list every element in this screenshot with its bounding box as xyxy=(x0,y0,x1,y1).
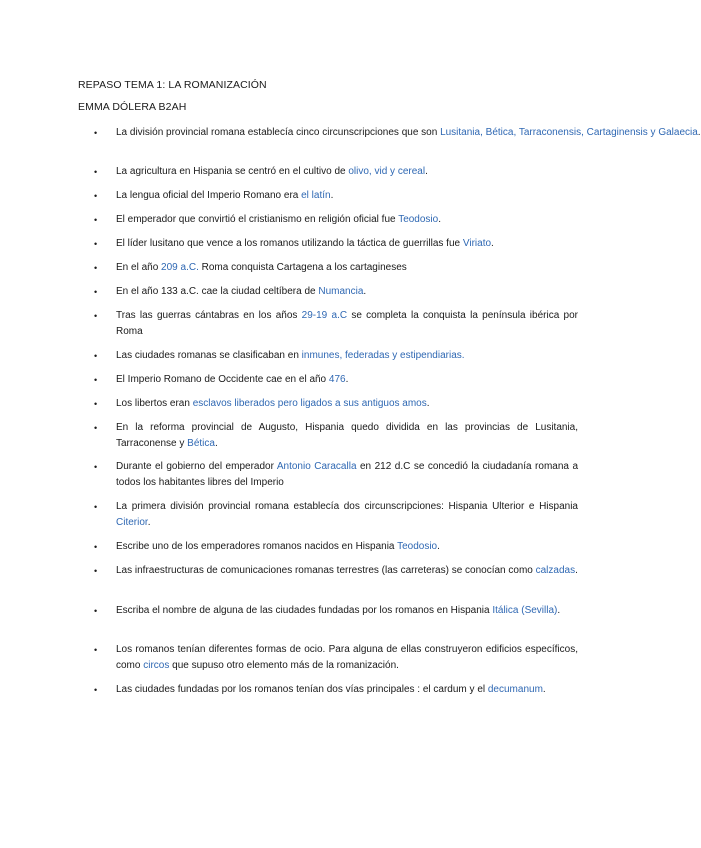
list-item-3 xyxy=(94,188,578,204)
question-tail: . xyxy=(147,517,151,528)
answer-text: 476 xyxy=(328,374,346,385)
question-text: La agricultura en Hispania se centró en el cultivo de xyxy=(116,166,349,177)
answer-text: Citerior xyxy=(116,517,148,528)
list-item-17 xyxy=(94,603,578,619)
list-item-5 xyxy=(94,236,578,252)
answer-text: el latín xyxy=(301,190,331,201)
question-text: Las ciudades romanas se clasificaban en xyxy=(116,350,302,361)
question-tail: . xyxy=(491,238,494,249)
question-text: El Imperio Romano de Occidente cae en el año xyxy=(116,374,329,385)
list-item-6 xyxy=(94,260,578,276)
bullet-icon: • xyxy=(94,263,98,273)
list-item-18 xyxy=(94,642,578,674)
question-tail: . xyxy=(363,286,367,297)
list-item-7 xyxy=(94,284,578,300)
question-text: En el año xyxy=(116,262,162,273)
list-item-12 xyxy=(94,420,578,452)
question-text: La división provincial romana establecía cinco circunscripciones que son xyxy=(116,127,441,138)
bullet-icon: • xyxy=(94,239,98,249)
bullet-icon: • xyxy=(94,311,98,321)
question-tail: Roma conquista Cartagena a los cartagineses xyxy=(198,262,407,273)
answer-text: inmunes, federadas y estipendiarias. xyxy=(301,350,465,361)
question-tail: . xyxy=(345,374,349,385)
question-text: El líder lusitano que vence a los romanos utilizando la táctica de guerrillas fue xyxy=(116,238,463,249)
question-text: Las ciudades fundadas por los romanos tenían dos vías principales : el cardum y el xyxy=(116,684,488,695)
answer-text: olivo, vid y cereal xyxy=(348,166,426,177)
bullet-icon: • xyxy=(94,606,98,616)
bullet-icon: • xyxy=(94,462,98,472)
question-text: Los libertos eran xyxy=(116,398,193,409)
list-item-1 xyxy=(94,125,701,141)
question-tail: . xyxy=(697,127,701,138)
answer-text: decumanum xyxy=(487,684,543,695)
question-tail: se completa la conquista la península ibérica por Roma xyxy=(116,310,578,337)
bullet-icon: • xyxy=(94,566,98,576)
question-text: La lengua oficial del Imperio Romano era xyxy=(116,190,302,201)
question-text: Durante el gobierno del emperador xyxy=(116,461,277,472)
bullet-icon: • xyxy=(94,215,98,225)
answer-text: Antonio Caracalla xyxy=(276,461,357,472)
answer-text: Teodosio xyxy=(398,214,439,225)
answer-text: Itálica (Sevilla) xyxy=(492,605,558,616)
document-author: EMMA DÓLERA B2AH xyxy=(78,101,187,113)
bullet-icon: • xyxy=(94,542,98,552)
question-tail: que supuso otro elemento más de la romanización. xyxy=(169,660,399,671)
bullet-icon: • xyxy=(94,502,98,512)
answer-text: Bética xyxy=(187,438,215,449)
question-tail: . xyxy=(214,438,218,449)
bullet-icon: • xyxy=(94,375,98,385)
question-tail: . xyxy=(330,190,334,201)
question-text: En el año 133 a.C. cae la ciudad celtíbera de xyxy=(116,286,319,297)
answer-text: 209 a.C. xyxy=(161,262,199,273)
answer-text: Viriato xyxy=(462,238,492,249)
list-item-16 xyxy=(94,563,578,579)
question-text: En la reforma provincial de Augusto, Hispania quedo dividida en las provincias de Lusitania, Tarraconense y xyxy=(116,422,578,449)
question-text: Las infraestructuras de comunicaciones romanas terrestres (las carreteras) se conocían como xyxy=(116,565,536,576)
question-text: La primera división provincial romana establecía dos circunscripciones: Hispania Ulterior e Hispania xyxy=(116,501,578,512)
bullet-icon: • xyxy=(94,351,98,361)
answer-text: esclavos liberados pero ligados a sus antiguos amos xyxy=(192,398,427,409)
bullet-icon: • xyxy=(94,399,98,409)
bullet-icon: • xyxy=(94,167,98,177)
list-item-4 xyxy=(94,212,578,228)
list-item-2 xyxy=(94,164,578,180)
answer-text: Numancia xyxy=(318,286,364,297)
question-tail: . xyxy=(426,398,430,409)
answer-text: circos xyxy=(143,660,170,671)
question-text: Escribe uno de los emperadores romanos nacidos en Hispania xyxy=(116,541,398,552)
bullet-icon: • xyxy=(94,287,98,297)
question-tail: . xyxy=(437,541,440,552)
answer-text: calzadas xyxy=(535,565,576,576)
answer-text: 29-19 a.C xyxy=(301,310,348,321)
question-tail: . xyxy=(557,605,561,616)
bullet-icon: • xyxy=(94,128,98,138)
question-tail: . xyxy=(438,214,441,225)
list-item-14 xyxy=(94,499,578,531)
list-item-11 xyxy=(94,396,578,412)
list-item-15 xyxy=(94,539,578,555)
question-tail: en 212 d.C se concedió la ciudadanía romana a todos los habitantes libres del Imperio xyxy=(116,461,579,488)
question-text: Tras las guerras cántabras en los años xyxy=(116,310,302,321)
list-item-10 xyxy=(94,372,578,388)
bullet-icon: • xyxy=(94,685,98,695)
answer-text: Teodosio xyxy=(397,541,438,552)
bullet-icon: • xyxy=(94,191,98,201)
question-tail: . xyxy=(575,565,578,576)
document-title: REPASO TEMA 1: LA ROMANIZACIÓN xyxy=(78,79,267,91)
question-tail: . xyxy=(542,684,546,695)
answer-text: Lusitania, Bética, Tarraconensis, Cartaginensis y Galaecia xyxy=(440,127,698,138)
question-text: El emperador que convirtió el cristianismo en religión oficial fue xyxy=(116,214,399,225)
list-item-19 xyxy=(94,682,578,698)
list-item-9 xyxy=(94,348,578,364)
question-text: Los romanos tenían diferentes formas de ocio. Para alguna de ellas construyeron edificios específicos, como xyxy=(116,644,578,671)
bullet-icon: • xyxy=(94,645,98,655)
bullet-icon: • xyxy=(94,423,98,433)
list-item-8 xyxy=(94,308,578,340)
list-item-13 xyxy=(94,459,579,491)
question-tail: . xyxy=(425,166,428,177)
question-text: Escriba el nombre de alguna de las ciudades fundadas por los romanos en Hispania xyxy=(116,605,493,616)
